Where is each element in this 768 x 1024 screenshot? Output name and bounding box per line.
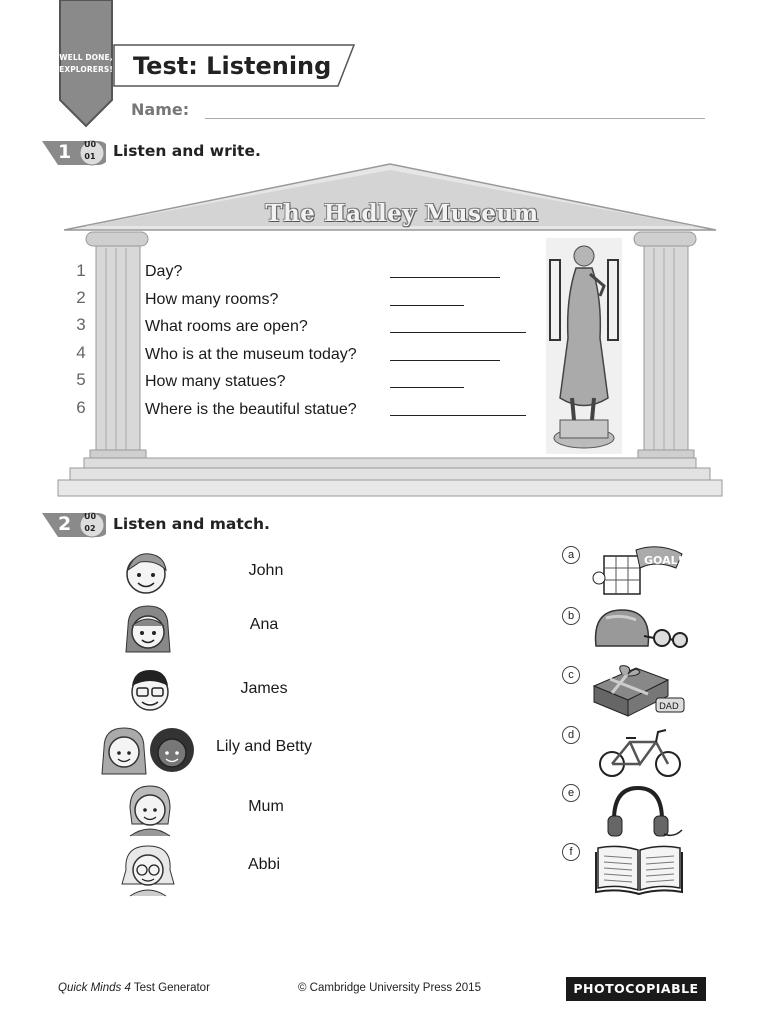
swim-cap-goggles-icon (592, 606, 688, 656)
open-book-icon (594, 842, 684, 896)
two-girls-face-icon (100, 726, 198, 778)
answer-line[interactable] (390, 387, 464, 388)
person-name: John (248, 562, 284, 579)
svg-text:DAD: DAD (659, 702, 679, 712)
exercise-number: 1 (58, 141, 72, 163)
exercise-2-instruction: Listen and match. (113, 515, 270, 533)
name-field[interactable] (205, 118, 705, 119)
woman-face-icon (124, 784, 176, 838)
option-letter-a[interactable]: a (562, 546, 580, 564)
answer-line[interactable] (390, 360, 500, 361)
exercise-1-instruction: Listen and write. (113, 142, 261, 160)
answer-line[interactable] (390, 277, 500, 278)
photocopiable-label: PHOTOCOPIABLE (566, 977, 706, 1001)
statue-icon (546, 238, 622, 454)
football-goal-poster-icon (590, 544, 686, 600)
question-number: 4 (76, 343, 86, 362)
option-letter-d[interactable]: d (562, 726, 580, 744)
person-name: James (240, 680, 288, 697)
girl-face-icon (122, 604, 174, 658)
track-code: U0 01 (83, 140, 97, 161)
question-text: How many rooms? (145, 291, 279, 308)
answer-line[interactable] (390, 332, 526, 333)
track-code: U0 02 (83, 512, 97, 533)
question-text: Where is the beautiful statue? (145, 401, 357, 418)
question-text: Who is at the museum today? (145, 346, 357, 363)
bicycle-icon (596, 724, 686, 780)
gift-box-icon (592, 662, 688, 718)
boy-face-icon (120, 548, 172, 600)
option-letter-e[interactable]: e (562, 784, 580, 802)
option-letter-b[interactable]: b (562, 607, 580, 625)
question-text: What rooms are open? (145, 318, 308, 335)
answer-line[interactable] (390, 415, 526, 416)
question-number: 6 (76, 398, 86, 417)
person-name: Ana (249, 616, 279, 633)
ribbon-label: WELL DONE, EXPLORERS! (59, 53, 113, 74)
name-label: Name: (131, 100, 190, 119)
person-name: Abbi (247, 856, 281, 873)
girl-glasses-face-icon (120, 844, 176, 898)
boy-glasses-face-icon (124, 666, 176, 718)
page-title: Test: Listening (133, 52, 332, 80)
question-number: 2 (76, 288, 86, 307)
headphones-icon (604, 782, 684, 840)
person-name: Lily and Betty (215, 738, 313, 755)
person-name: Mum (248, 798, 284, 815)
question-number: 1 (76, 261, 86, 280)
question-number: 3 (76, 315, 86, 334)
option-letter-c[interactable]: c (562, 666, 580, 684)
question-text: How many statues? (145, 373, 286, 390)
book-title: Quick Minds 4 Test Generator (58, 982, 210, 994)
answer-line[interactable] (390, 305, 464, 306)
exercise-number: 2 (58, 513, 72, 535)
option-letter-f[interactable]: f (562, 843, 580, 861)
svg-text:GOAL!: GOAL! (644, 554, 683, 567)
museum-title: The Hadley Museum (265, 200, 539, 227)
copyright: © Cambridge University Press 2015 (298, 982, 481, 994)
question-number: 5 (76, 370, 86, 389)
question-text: Day? (145, 263, 183, 280)
